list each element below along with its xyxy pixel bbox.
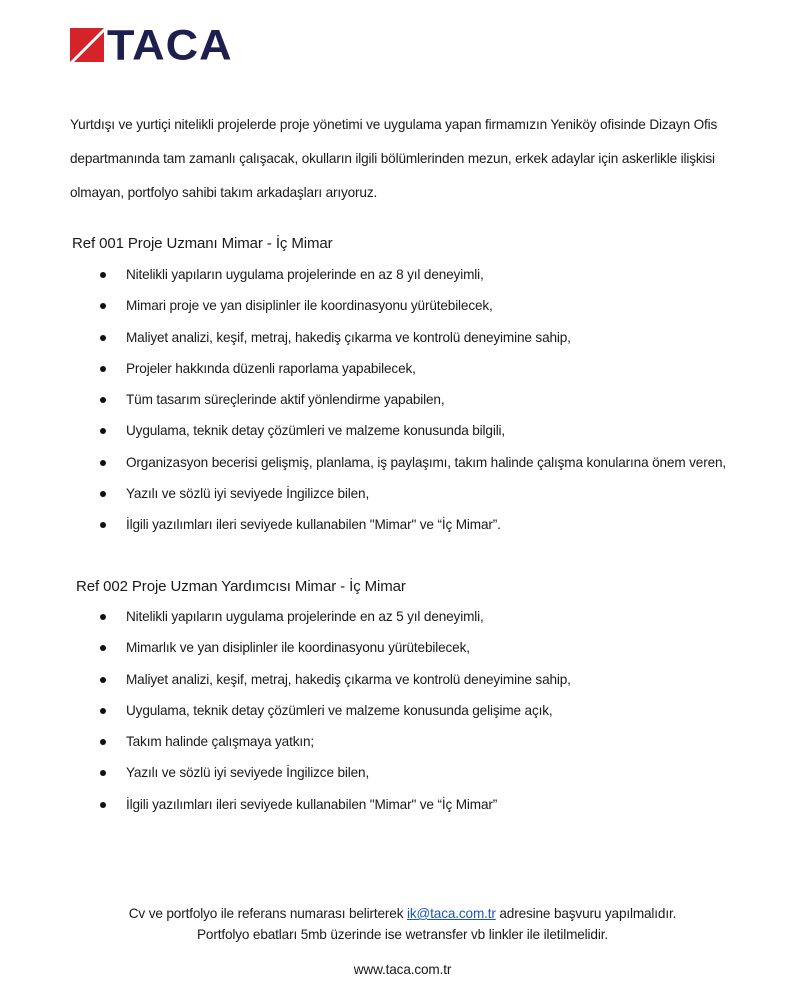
- bullet-icon: [100, 303, 106, 309]
- requirement-item: [98, 453, 726, 484]
- bullet-icon: [100, 708, 106, 714]
- position-title-ref-002: Ref 002 Proje Uzman Yardımcısı Mimar - İç Mimar: [76, 578, 406, 595]
- requirement-item: [98, 359, 726, 390]
- apply-suffix: adresine başvuru yapılmalıdır.: [495, 906, 677, 921]
- requirement-item: [98, 515, 726, 546]
- bullet-icon: [100, 677, 106, 683]
- bullet-icon: [100, 460, 106, 466]
- requirement-item: [98, 484, 726, 515]
- bullet-icon: [100, 522, 106, 528]
- bullet-icon: [100, 770, 106, 776]
- apply-prefix: Cv ve portfolyo ile referans numarası belirterek: [128, 906, 407, 921]
- requirement-text: Projeler hakkında düzenli raporlama yapabilecek,: [126, 360, 416, 376]
- requirement-text: Maliyet analizi, keşif, metraj, hakediş çıkarma ve kontrolü deneyimine sahip,: [126, 671, 571, 687]
- requirement-item: [98, 328, 726, 359]
- requirement-text: Mimari proje ve yan disiplinler ile koordinasyonu yürütebilecek,: [126, 298, 493, 314]
- requirement-item: [98, 296, 726, 327]
- logo-mark-icon: [70, 28, 104, 62]
- requirement-item: [98, 265, 726, 296]
- intro-line: olmayan, portfolyo sahibi takım arkadaşları arıyoruz.: [70, 185, 378, 200]
- requirement-text: Mimarlık ve yan disiplinler ile koordinasyonu yürütebilecek,: [126, 640, 470, 656]
- requirement-text: Yazılı ve sözlü iyi seviyede İngilizce bilen,: [126, 765, 370, 781]
- portfolio-note: Portfolyo ebatları 5mb üzerinde ise wetransfer vb linkler ile iletilmelidir.: [197, 927, 608, 942]
- intro-line: Yurtdışı ve yurtiçi nitelikli projelerde proje yönetimi ve uygulama yapan firmamızın Yeniköy ofisinde Dizayn Ofis: [70, 117, 718, 132]
- requirements-list-ref-001: [98, 265, 726, 547]
- position-title-ref-001: Ref 001 Proje Uzmanı Mimar - İç Mimar: [72, 235, 333, 252]
- requirement-text: Nitelikli yapıların uygulama projelerinde en az 8 yıl deneyimli,: [126, 267, 484, 282]
- bullet-icon: [100, 739, 106, 745]
- requirement-item: [98, 763, 571, 794]
- bullet-icon: [100, 366, 106, 372]
- requirement-item: [98, 670, 571, 701]
- requirement-text: Tüm tasarım süreçlerinde aktif yönlendirme yapabilen,: [126, 392, 445, 408]
- requirement-item: [98, 701, 571, 732]
- requirement-text: Organizasyon becerisi gelişmiş, planlama, iş paylaşımı, takım halinde çalışma konularına önem veren,: [126, 454, 727, 470]
- bullet-icon: [100, 272, 106, 278]
- bullet-icon: [100, 397, 106, 403]
- requirements-list-ref-002: [98, 607, 571, 826]
- website-url: www.taca.com.tr: [353, 962, 452, 977]
- bullet-icon: [100, 335, 106, 341]
- intro-line: departmanında tam zamanlı çalışacak, okulların ilgili bölümlerinden mezun, erkek adaylar için askerlikle ilişkisi: [70, 151, 715, 166]
- requirement-item: [98, 638, 571, 669]
- requirement-text: İlgili yazılımları ileri seviyede kullanabilen "Mimar" ve “İç Mimar”.: [126, 517, 501, 533]
- application-instructions: [0, 906, 805, 921]
- bullet-icon: [100, 491, 106, 497]
- requirement-text: Uygulama, teknik detay çözümleri ve malzeme konusunda gelişime açık,: [126, 702, 553, 718]
- requirement-item: [98, 732, 571, 763]
- requirement-text: Takım halinde çalışmaya yatkın;: [126, 734, 315, 750]
- logo-text: TACA: [107, 20, 233, 69]
- requirement-item: [98, 390, 726, 421]
- requirement-text: Uygulama, teknik detay çözümleri ve malzeme konusunda bilgili,: [126, 423, 506, 439]
- requirement-item: [98, 795, 571, 826]
- bullet-icon: [100, 802, 106, 808]
- bullet-icon: [100, 645, 106, 651]
- bullet-icon: [100, 428, 106, 434]
- intro-paragraph: [70, 108, 770, 210]
- bullet-icon: [100, 614, 106, 620]
- requirement-item: [98, 421, 726, 452]
- requirement-text: Maliyet analizi, keşif, metraj, hakediş çıkarma ve kontrolü deneyimine sahip,: [126, 329, 571, 345]
- requirement-text: İlgili yazılımları ileri seviyede kullanabilen "Mimar" ve “İç Mimar”: [126, 796, 498, 812]
- requirement-item: [98, 607, 571, 638]
- taca-logo: [70, 20, 233, 69]
- requirement-text: Nitelikli yapıların uygulama projelerinde en az 5 yıl deneyimli,: [126, 609, 484, 624]
- requirement-text: Yazılı ve sözlü iyi seviyede İngilizce bilen,: [126, 486, 370, 502]
- email-link[interactable]: ik@taca.com.tr: [407, 906, 496, 921]
